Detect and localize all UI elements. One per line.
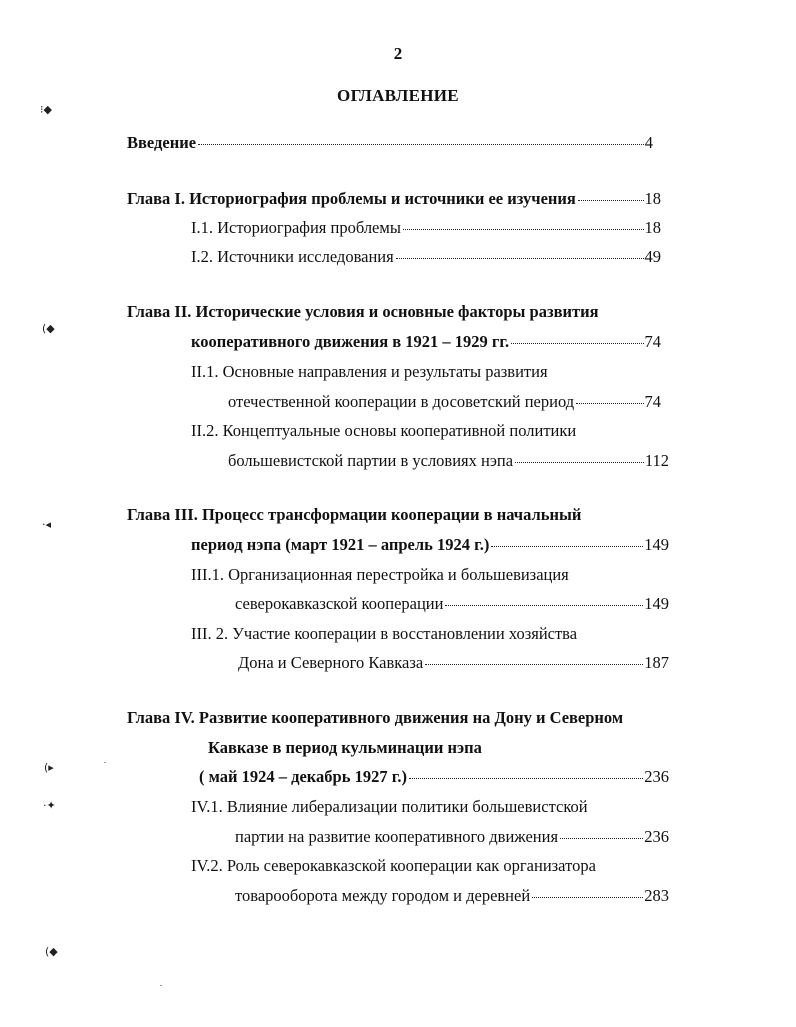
- toc-section-2-2: [228, 450, 669, 472]
- toc-chapter-3-title-line1: Глава III. Процесс трансформации кооперации в начальный: [127, 505, 582, 524]
- toc-chapter-2-title-line1: Глава II. Исторические условия и основные факторы развития: [127, 302, 599, 321]
- dot-leader: [403, 229, 644, 230]
- toc-section-1-2-page: 49: [644, 247, 661, 266]
- toc-chapter-2: [191, 331, 661, 353]
- toc-section-1-1-text: I.1. Историография проблемы: [191, 218, 401, 237]
- toc-section-3-1-line2: северокавказской кооперации: [235, 594, 444, 613]
- toc-section-1-2: [191, 246, 661, 268]
- toc-chapter-4-title-line1: Глава IV. Развитие кооперативного движения на Дону и Северном: [127, 708, 624, 727]
- dot-leader: [532, 897, 643, 898]
- scan-mark-icon: (▸: [44, 761, 54, 774]
- toc-section-1-1: [191, 217, 661, 239]
- dot-leader: [560, 838, 643, 839]
- toc-chapter-3: [191, 534, 669, 556]
- toc-chapter-1: [127, 188, 661, 210]
- toc-chapter-1-title: Глава I. Историография проблемы и источники ее изучения: [127, 189, 576, 208]
- scan-mark-icon: ⁝◆: [40, 103, 52, 116]
- page-number: 2: [393, 44, 403, 63]
- toc-section-4-2-line2: товарооборота между городом и деревней: [235, 886, 531, 905]
- toc-section-2-2-page: 112: [644, 451, 669, 470]
- toc-section-4-2: [235, 885, 669, 907]
- toc-chapter-4-title-line3: ( май 1924 – декабрь 1927 г.): [199, 767, 407, 786]
- toc-chapter-2-page: 74: [644, 332, 661, 351]
- toc-section-3-2-page: 187: [644, 653, 669, 672]
- scan-mark-icon: (◆: [45, 945, 58, 958]
- toc-chapter-3-title-line2: период нэпа (март 1921 – апрель 1924 г.): [191, 535, 490, 554]
- toc-section-3-1: [235, 593, 669, 615]
- dot-leader: [409, 778, 643, 779]
- toc-section-3-2: [238, 652, 669, 674]
- dot-leader: [198, 144, 644, 145]
- toc-section-1-1-page: 18: [644, 218, 661, 237]
- scan-speck: [160, 985, 162, 986]
- dot-leader: [425, 664, 643, 665]
- dot-leader: [491, 546, 643, 547]
- scan-mark-icon: ·✦: [43, 799, 56, 812]
- dot-leader: [511, 343, 643, 344]
- toc-section-2-2-line1: II.2. Концептуальные основы кооперативной политики: [191, 421, 577, 440]
- toc-section-2-1-page: 74: [644, 392, 661, 411]
- dot-leader: [396, 258, 644, 259]
- dot-leader: [576, 403, 643, 404]
- toc-section-2-2-line2: большевистской партии в условиях нэпа: [228, 451, 514, 470]
- toc-section-4-2-line1: IV.2. Роль северокавказской кооперации как организатора: [191, 856, 596, 875]
- scan-mark-icon: (◆: [42, 322, 55, 335]
- toc-section-2-1-line2: отечественной кооперации в досоветский период: [228, 392, 575, 411]
- toc-section-4-1-line2: партии на развитие кооперативного движения: [235, 827, 559, 846]
- toc-section-3-2-line1: III. 2. Участие кооперации в восстановлении хозяйства: [191, 624, 578, 643]
- toc-section-1-2-text: I.2. Источники исследования: [191, 247, 394, 266]
- toc-chapter-3-page: 149: [644, 535, 669, 554]
- toc-section-3-2-line2: Дона и Северного Кавказа: [238, 653, 424, 672]
- toc-section-2-1: [228, 391, 661, 413]
- toc-chapter-4: [199, 766, 669, 788]
- scan-mark-icon: ·◂: [42, 518, 52, 531]
- dot-leader: [578, 200, 644, 201]
- toc-section-4-1-page: 236: [644, 827, 669, 846]
- toc-section-4-1: [235, 826, 669, 848]
- toc-section-3-1-line1: III.1. Организационная перестройка и большевизация: [191, 565, 569, 584]
- toc-section-4-1-line1: IV.1. Влияние либерализации политики большевистской: [191, 797, 588, 816]
- toc-chapter-4-page: 236: [644, 767, 669, 786]
- toc-section-3-1-page: 149: [644, 594, 669, 613]
- toc-chapter-2-title-line2: кооперативного движения в 1921 – 1929 гг.: [191, 332, 510, 351]
- toc-section-2-1-line1: II.1. Основные направления и результаты развития: [191, 362, 548, 381]
- toc-chapter-1-page: 18: [644, 189, 661, 208]
- toc-entry-intro: [127, 132, 653, 154]
- toc-chapter-4-title-line2: Кавказе в период кульминации нэпа: [208, 738, 482, 757]
- dot-leader: [445, 605, 643, 606]
- toc-section-4-2-page: 283: [644, 886, 669, 905]
- toc-entry-intro-text: Введение: [127, 133, 197, 152]
- toc-heading: ОГЛАВЛЕНИЕ: [337, 86, 459, 105]
- scan-speck: [104, 762, 106, 763]
- dot-leader: [515, 462, 644, 463]
- toc-entry-intro-page: 4: [644, 133, 653, 152]
